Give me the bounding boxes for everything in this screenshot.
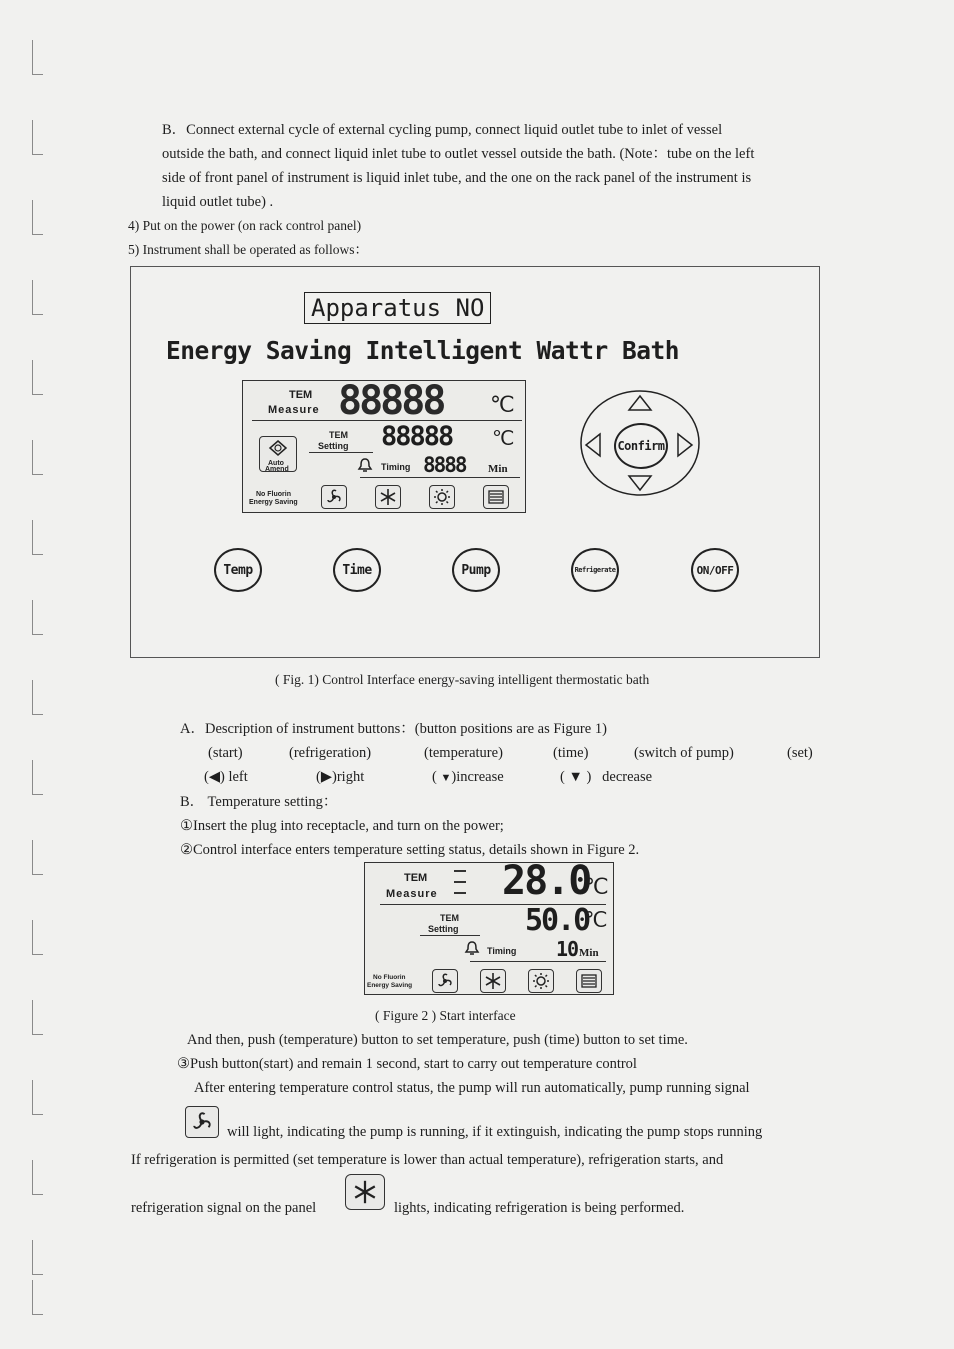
timing-label: Timing xyxy=(381,462,411,472)
fan-icon xyxy=(324,488,344,506)
no-fluorin-label: No Fluorin xyxy=(256,491,291,498)
bottom-line-1: And then, push (temperature) button to set temperature, push (time) button to set time. xyxy=(187,1032,688,1048)
refrigeration-indicator xyxy=(375,485,401,509)
b-line-4: liquid outlet tube) . xyxy=(162,194,274,210)
step-4: 4) Put on the power (on rack control panel) xyxy=(128,218,362,233)
circulation-indicator xyxy=(483,485,509,509)
refrigerate-button[interactable]: Refrigerate xyxy=(571,548,619,592)
fig2-no-fluorin: No Fluorin xyxy=(373,974,406,981)
bottom-line-4: will light, indicating the pump is running, if it extinguish, indicating the pump stops running xyxy=(227,1124,763,1140)
time-button[interactable]: Time xyxy=(333,548,381,592)
lcd-measure-unit: ℃ xyxy=(490,392,515,417)
fig2-timing-label: Timing xyxy=(487,946,517,956)
down-arrow-icon: ▼ xyxy=(568,769,583,785)
snowflake-icon xyxy=(378,488,398,506)
lcd-setting-digits: 88888 xyxy=(381,421,453,452)
fig2-fan-icon xyxy=(435,972,455,990)
fig2-pump-indicator xyxy=(432,969,458,993)
right-desc: (▶)right xyxy=(316,769,365,785)
timing-digits: 8888 xyxy=(423,453,466,477)
bottom-line-6b: lights, indicating refrigeration is being performed. xyxy=(394,1200,685,1216)
panel-title: Energy Saving Intelligent Wattr Bath xyxy=(166,336,680,365)
section-b-title: B． Temperature setting： xyxy=(180,794,338,810)
fig2-measure-value: 28.0 xyxy=(502,858,591,904)
refrigeration-signal-icon-box xyxy=(345,1174,385,1210)
fig2-snowflake-icon xyxy=(483,972,503,990)
label-set: (set) xyxy=(787,745,813,761)
temp-button[interactable]: Temp xyxy=(214,548,262,592)
refrigeration-signal-snowflake-icon xyxy=(351,1179,379,1205)
fig2-setting-value: 50.0 xyxy=(525,903,590,938)
lcd-setting-label: Setting xyxy=(318,441,349,451)
on-off-button[interactable]: ON/OFF xyxy=(691,548,739,592)
fig2-level-marks xyxy=(452,867,468,897)
auto-label: Auto xyxy=(268,460,284,467)
label-refrigeration: (refrigeration) xyxy=(289,745,372,761)
waves-icon xyxy=(486,488,506,506)
increase-desc: ( ▼)increase xyxy=(432,769,504,785)
step-5: 5) Instrument shall be operated as follows： xyxy=(128,242,368,257)
energy-saving-label: Energy Saving xyxy=(249,499,298,506)
lcd-setting-unit: ℃ xyxy=(492,428,515,450)
apparatus-label: Apparatus NO xyxy=(304,292,491,324)
section-a-intro: A．Description of instrument buttons：(button positions are as Figure 1) xyxy=(180,721,607,737)
left-desc: (◀) left xyxy=(204,769,248,785)
b-line-3: side of front panel of instrument is liquid inlet tube, and the one on the rack panel of the instrument is xyxy=(162,170,752,186)
pump-signal-icon-box xyxy=(185,1106,219,1138)
bottom-line-2: ③Push button(start) and remain 1 second, start to carry out temperature control xyxy=(177,1056,637,1072)
down-arrow-small-icon: ▼ xyxy=(440,772,452,784)
label-start: (start) xyxy=(208,745,243,761)
label-temperature: (temperature) xyxy=(424,745,503,761)
amend-label: Amend xyxy=(265,466,289,473)
confirm-button[interactable]: Confirm xyxy=(614,423,668,469)
right-arrow-icon: ▶ xyxy=(320,769,332,785)
bell-icon xyxy=(357,457,373,473)
section-b-step2: ②Control interface enters temperature setting status, details shown in Figure 2. xyxy=(180,842,640,858)
sun-icon xyxy=(432,488,452,506)
fig2-measure-label: Measure xyxy=(386,888,438,900)
bottom-line-5: If refrigeration is permitted (set temperature is lower than actual temperature), refrigeration starts, and xyxy=(131,1152,724,1168)
lcd-tem2-label: TEM xyxy=(329,430,348,440)
pump-button[interactable]: Pump xyxy=(452,548,500,592)
lcd-measure-label: Measure xyxy=(268,404,320,416)
heating-indicator xyxy=(429,485,455,509)
fig2-waves-icon xyxy=(579,972,599,990)
b-line-2: outside the bath, and connect liquid inlet tube to outlet vessel outside the bath. (Note：tube on the left xyxy=(162,146,755,162)
fig2-sun-icon xyxy=(531,972,551,990)
fig2-bell-icon xyxy=(464,940,480,956)
left-arrow-icon: ◀ xyxy=(208,769,220,785)
fig2-timing-unit: Min xyxy=(579,947,599,959)
section-b-step1: ①Insert the plug into receptacle, and turn on the power; xyxy=(180,818,504,834)
pump-signal-fan-icon xyxy=(189,1110,215,1134)
fig2-timing-value: 10 xyxy=(556,937,579,961)
bottom-line-3: After entering temperature control status, the pump will run automatically, pump running signal xyxy=(194,1080,750,1096)
b-line-1: B．Connect external cycle of external cycling pump, connect liquid outlet tube to inlet of vessel xyxy=(162,122,723,138)
pump-indicator xyxy=(321,485,347,509)
fig2-setting-unit: ℃ xyxy=(584,908,608,932)
fig1-caption: ( Fig. 1) Control Interface energy-saving intelligent thermostatic bath xyxy=(275,672,650,687)
label-switch-pump: (switch of pump) xyxy=(634,745,734,761)
fig2-setting-label: Setting xyxy=(428,924,459,934)
fig2-circulation-indicator xyxy=(576,969,602,993)
fig2-tem2-label: TEM xyxy=(440,913,459,923)
fig2-refrigeration-indicator xyxy=(480,969,506,993)
lcd-measure-digits: 88888 xyxy=(338,378,444,424)
timing-unit: Min xyxy=(488,463,508,475)
fig2-energy-saving: Energy Saving xyxy=(367,982,413,989)
bottom-line-6a: refrigeration signal on the panel xyxy=(131,1200,317,1216)
fig2-measure-unit: ℃ xyxy=(584,874,609,899)
fig2-tem-label: TEM xyxy=(404,872,428,884)
decrease-desc: ( ▼ ) decrease xyxy=(560,769,653,785)
fig2-caption: ( Figure 2 ) Start interface xyxy=(375,1008,516,1023)
label-time: (time) xyxy=(553,745,589,761)
lcd-tem-label: TEM xyxy=(289,389,313,401)
fig2-heating-indicator xyxy=(528,969,554,993)
binding-margin xyxy=(28,30,50,1320)
